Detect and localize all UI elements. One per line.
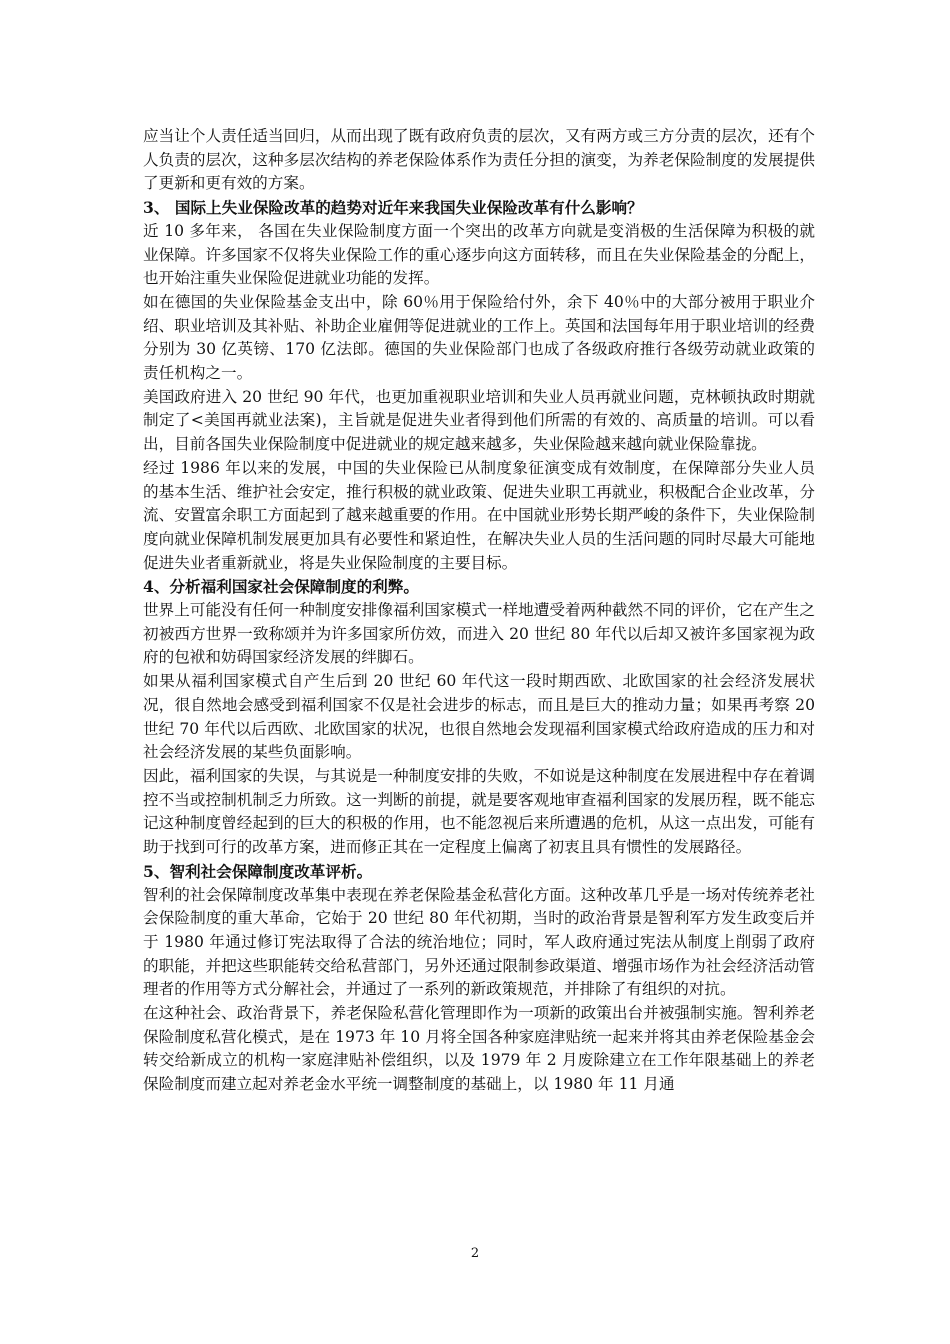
section-heading-4: 4、分析福利国家社会保障制度的利弊。 — [143, 577, 419, 597]
paragraph-chile-reform: 智利的社会保障制度改革集中表现在养老保险基金私营化方面。这种改革几乎是一场对传统养老社会保险制度的重大革命，它始于 20 世纪 80 年代初期，当时的政治背景是智利军方发生政变后并于 1980 年通过修订宪法取得了合法的统治地位；同时，军人政府通过宪法从制度上削弱了政府的职能，并把这些职能转交给私营部门，另外还通过限制参政渠道、增强市场作为社会经济活动管理者的作用等方式分解社会，并通过了一系列的新政策规范，并排除了有组织的对抗。 — [143, 885, 815, 999]
paragraph-germany-example: 如在德国的失业保险基金支出中，除 60％用于保险给付外，余下 40％中的大部分被用于职业介绍、职业培训及其补贴、补助企业雇佣等促进就业的工作上。英国和法国每年用于职业培训的经费分别为 30 亿英镑、170 亿法郎。德国的失业保险部门也成了各级政府推行各级劳动就业政策的责任机构之一。 — [143, 292, 815, 383]
paragraph-usa-example: 美国政府进入 20 世纪 90 年代，也更加重视职业培训和失业人员再就业问题，克林顿执政时期就制定了<美国再就业法案)，主旨就是促进失业者得到他们所需的有效的、高质量的培训。可以看出，目前各国失业保险制度中促进就业的规定越来越多，失业保险越来越向就业保险靠拢。 — [143, 387, 815, 454]
paragraph-welfare-conclusion: 因此，福利国家的失误，与其说是一种制度安排的失败，不如说是这种制度在发展进程中存在着调控不当或控制机制乏力所致。这一判断的前提，就是要客观地审查福利国家的发展历程，既不能忘记这种制度曾经起到的巨大的积极的作用，也不能忽视后来所遭遇的危机，从这一点出发，可能有助于找到可行的改革方案，进而修正其在一定程度上偏离了初衷且具有惯性的发展路径。 — [143, 766, 815, 857]
paragraph-welfare-history: 如果从福利国家模式自产生后到 20 世纪 60 年代这一段时期西欧、北欧国家的社会经济发展状况，很自然地会感受到福利国家不仅是社会进步的标志，而且是巨大的推动力量；如果再考察 20 世纪 70 年代以后西欧、北欧国家的状况，也很自然地会发现福利国家模式给政府造成的压力和对社会经济发展的某些负面影响。 — [143, 672, 815, 762]
paragraph-pension-responsibility: 应当让个人责任适当回归，从而出现了既有政府负责的层次，又有两方或三方分责的层次，还有个人负责的层次，这种多层次结构的养老保险体系作为责任分担的演变，为养老保险制度的发展提供了更新和更有效的方案。 — [143, 127, 815, 193]
document-body — [143, 125, 815, 1097]
paragraph-welfare-evaluation: 世界上可能没有任何一种制度安排像福利国家模式一样地遭受着两种截然不同的评价，它在产生之初被西方世界一致称颂并为许多国家所仿效，而进入 20 世纪 80 年代以后却又被许多国家视为政府的包袱和妨碍国家经济发展的绊脚石。 — [143, 601, 815, 667]
paragraph-china-unemployment: 经过 1986 年以来的发展，中国的失业保险已从制度象征演变成有效制度，在保障部分失业人员的基本生活、维护社会安定，推行积极的就业政策、促进失业职工再就业，积极配合企业改革，分流、安置富余职工方面起到了越来越重要的作用。在中国就业形势长期严峻的条件下，失业保险制度向就业保障机制发展更加具有必要性和紧迫性，在解决失业人员的生活问题的同时尽最大可能地促进失业者重新就业，将是失业保险制度的主要目标。 — [143, 458, 815, 572]
section-heading-5: 5、智利社会保障制度改革评析。 — [143, 861, 373, 881]
paragraph-chile-privatization: 在这种社会、政治背景下，养老保险私营化管理即作为一项新的政策出台并被强制实施。智利养老保险制度私营化模式，是在 1973 年 10 月将全国各种家庭津贴统一起来并将其由养老保险基金会转交给新成立的机构一家庭津贴补偿组织，以及 1979 年 2 月废除建立在工作年限基础上的养老保险制度而建立起对养老金水平统一调整制度的基础上，以 1980 年 11 月通 — [143, 1004, 815, 1094]
paragraph-unemployment-trend: 近 10 多年来， 各国在失业保险制度方面一个突出的改革方向就是变消极的生活保障为积极的就业保障。许多国家不仅将失业保险工作的重心逐步向这方面转移，而且在失业保险基金的分配上，也开始注重失业保险促进就业功能的发挥。 — [143, 221, 815, 288]
page-number: 2 — [470, 1246, 480, 1261]
section-heading-3: 3、 国际上失业保险改革的趋势对近年来我国失业保险改革有什么影响？ — [143, 198, 643, 218]
